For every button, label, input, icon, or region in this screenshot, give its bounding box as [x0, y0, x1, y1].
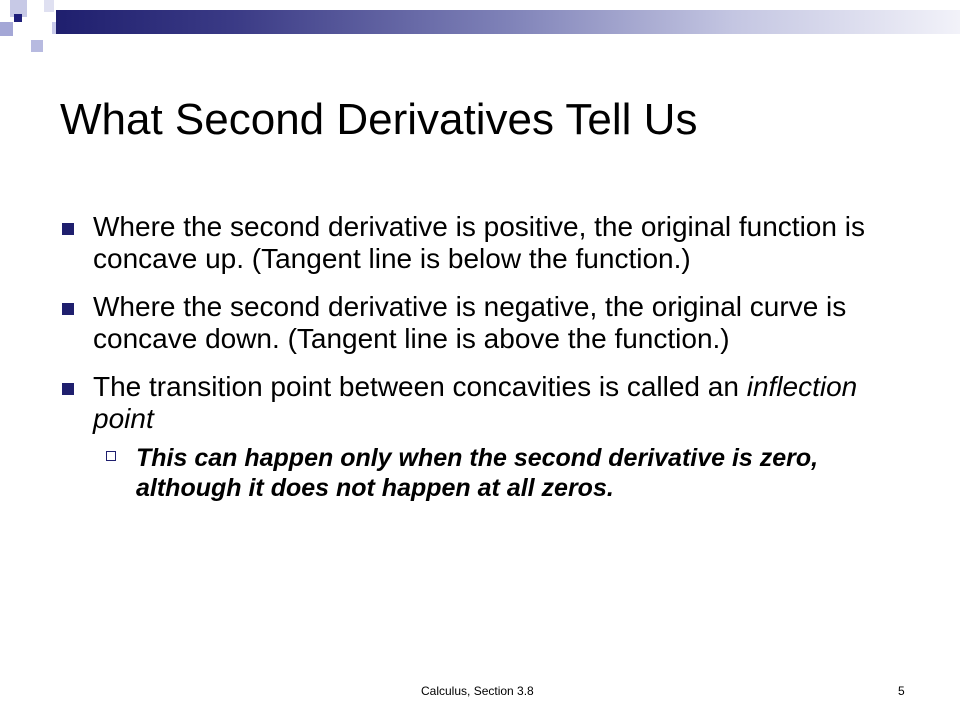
sub-bullet-text: This can happen only when the second derivative is zero, although it does not happen at all zeros.: [136, 444, 819, 502]
header-gradient-bar: [56, 10, 960, 34]
sub-bullet-list: [93, 443, 920, 503]
bullet-text: Where the second derivative is negative, the original curve is concave down. (Tangent line is above the function.): [93, 291, 847, 354]
bullet-item: [60, 211, 920, 275]
header-decor-square: [31, 40, 43, 52]
slide-title: What Second Derivatives Tell Us: [60, 95, 698, 144]
square-bullet-icon: [62, 303, 74, 315]
header-decor-square: [25, 20, 48, 42]
bullet-text-italic: inflection point: [93, 371, 858, 434]
header-decor-square: [14, 14, 22, 22]
bullet-item: [60, 371, 920, 503]
footer-text: Calculus, Section 3.8: [421, 684, 534, 698]
square-bullet-icon: [62, 223, 74, 235]
sub-bullet-item: [93, 443, 920, 503]
square-bullet-icon: [62, 383, 74, 395]
header-decor-square: [44, 0, 54, 12]
hollow-square-bullet-icon: [106, 451, 116, 461]
page-number: 5: [898, 684, 905, 698]
bullet-text: Where the second derivative is positive, the original function is concave up. (Tangent line is below the function.): [93, 211, 865, 274]
bullet-list: [60, 211, 920, 519]
bullet-text: The transition point between concavities is called an: [93, 371, 747, 402]
bullet-item: [60, 291, 920, 355]
header-decor-square: [0, 22, 13, 36]
